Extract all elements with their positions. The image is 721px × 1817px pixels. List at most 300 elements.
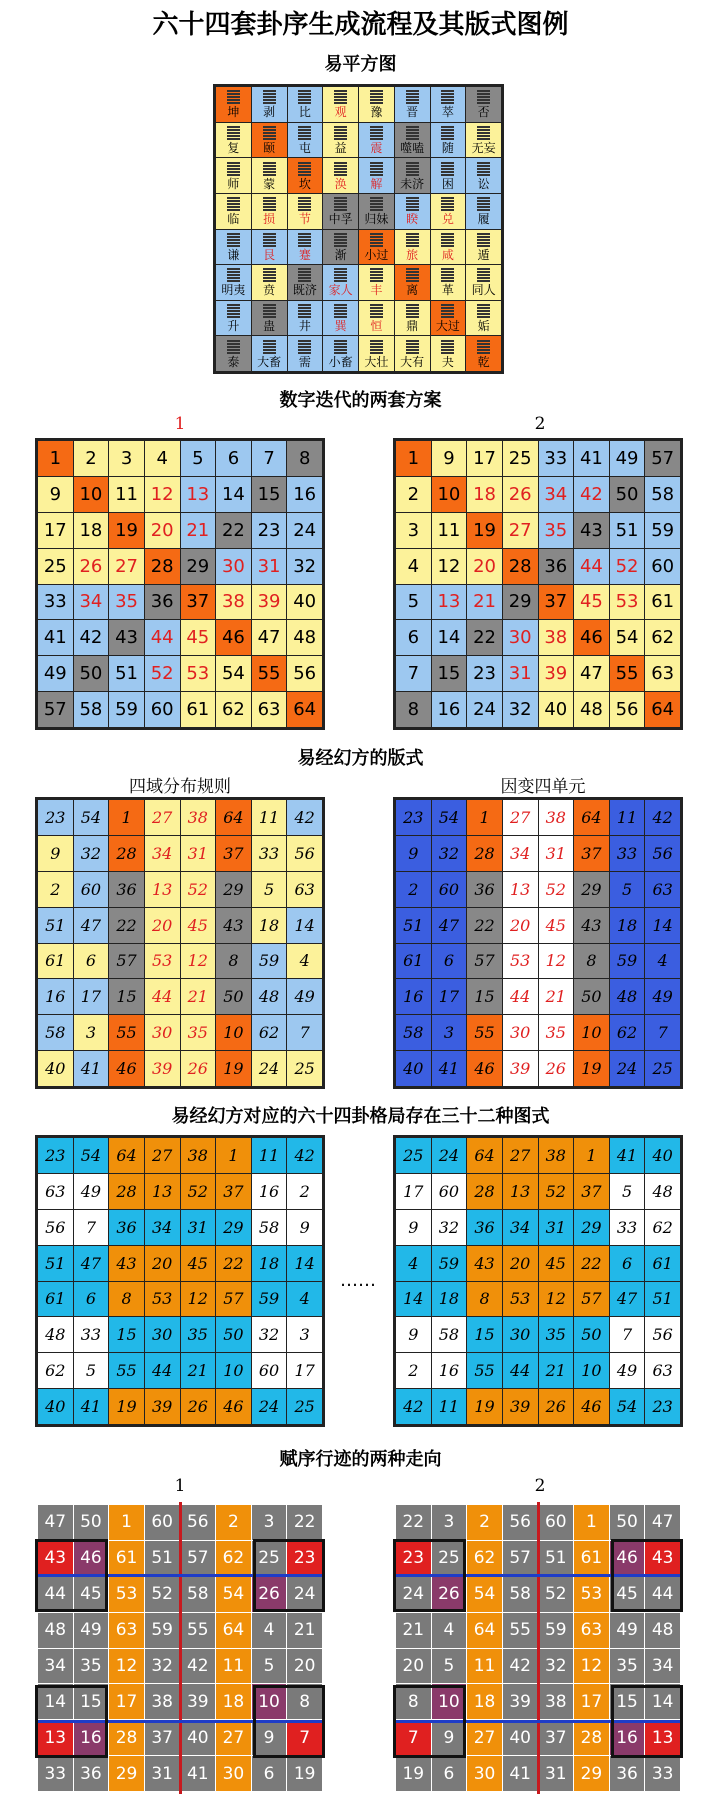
pattern-right-cell-5-1: 58 <box>432 1317 467 1352</box>
pattern-right-cell-7-4: 26 <box>539 1389 574 1424</box>
pattern-left-cell-6-4: 21 <box>181 1353 216 1388</box>
walk1-cell-3-4: 55 <box>181 1613 216 1648</box>
walk2-cell-0-0: 22 <box>396 1505 431 1540</box>
scheme2-cell-4-5: 45 <box>574 585 609 620</box>
walk1-cell-0-1: 50 <box>74 1505 109 1540</box>
walk1-cell-6-7: 7 <box>287 1720 322 1755</box>
walk2-cell-5-7: 14 <box>645 1684 680 1719</box>
pattern-right-cell-6-0: 2 <box>396 1353 431 1388</box>
scheme1-cell-4-5: 38 <box>216 585 251 620</box>
magic-a-cell-7-4: 26 <box>181 1051 216 1086</box>
pattern-left-cell-7-7: 25 <box>287 1389 322 1424</box>
magic-a-cell-3-4: 45 <box>181 908 216 943</box>
scheme1-cell-2-6: 23 <box>252 513 287 548</box>
scheme2-cell-6-7: 63 <box>645 656 680 691</box>
walk1-cell-5-4: 39 <box>181 1684 216 1719</box>
hexagram-name: 艮 <box>263 247 276 262</box>
hexagram-cell-1-7 <box>466 123 501 158</box>
hexagram-cell-4-6 <box>431 230 466 265</box>
scheme2-cell-4-3: 29 <box>503 585 538 620</box>
walk2-cell-5-6: 15 <box>610 1684 645 1719</box>
hexagram-symbol-icon <box>298 233 311 247</box>
hexagram-symbol-icon <box>370 197 383 211</box>
pattern-left-cell-1-0: 63 <box>38 1174 73 1209</box>
pattern-left-cell-3-4: 45 <box>181 1246 216 1281</box>
walk1-cell-4-0: 34 <box>38 1649 73 1684</box>
scheme2-cell-7-4: 40 <box>539 692 574 727</box>
scheme2-cell-7-1: 16 <box>432 692 467 727</box>
pattern-right-cell-5-2: 15 <box>467 1317 502 1352</box>
scheme1-cell-5-6: 47 <box>252 620 287 655</box>
hexagram-symbol-icon <box>477 126 490 140</box>
magic-b-cell-4-2: 57 <box>467 944 502 979</box>
hexagram-cell-1-2 <box>288 123 323 158</box>
scheme1-cell-4-6: 39 <box>252 585 287 620</box>
walk2-cell-5-4: 38 <box>539 1684 574 1719</box>
hexagram-cell-7-7 <box>466 336 501 371</box>
pattern-left-cell-6-7: 17 <box>287 1353 322 1388</box>
magic-b-cell-3-5: 43 <box>574 908 609 943</box>
scheme2-cell-2-3: 27 <box>503 513 538 548</box>
pattern-right-cell-1-0: 17 <box>396 1174 431 1209</box>
pattern-left-cell-3-0: 51 <box>38 1246 73 1281</box>
pattern-left-cell-3-7: 14 <box>287 1246 322 1281</box>
hexagram-symbol-icon <box>477 304 490 318</box>
magic-b-cell-1-5: 37 <box>574 836 609 871</box>
pattern32-title: 易经幻方对应的六十四卦格局存在三十二种图式 <box>171 1106 550 1127</box>
scheme1-cell-3-4: 29 <box>181 549 216 584</box>
scheme1-cell-2-0: 17 <box>38 513 73 548</box>
pattern-right-cell-1-5: 37 <box>574 1174 609 1209</box>
hexagram-symbol-icon <box>298 197 311 211</box>
hexagram-name: 无妄 <box>471 140 496 155</box>
scheme1-cell-1-1: 10 <box>74 477 109 512</box>
walk1-cell-2-1: 45 <box>74 1577 109 1612</box>
pattern-left-cell-0-3: 27 <box>145 1138 180 1173</box>
pattern-left-cell-2-6: 58 <box>252 1210 287 1245</box>
walk1-cell-1-6: 25 <box>252 1541 287 1576</box>
scheme2-cell-4-6: 53 <box>610 585 645 620</box>
pattern-right-cell-1-3: 13 <box>503 1174 538 1209</box>
magic-a-cell-1-3: 34 <box>145 836 180 871</box>
hexagram-symbol-icon <box>334 126 347 140</box>
pattern-left-cell-3-6: 18 <box>252 1246 287 1281</box>
scheme1-cell-3-0: 25 <box>38 549 73 584</box>
magic-a-cell-1-7: 56 <box>287 836 322 871</box>
walk2-cell-2-1: 26 <box>432 1577 467 1612</box>
hexagram-symbol-icon <box>477 90 490 104</box>
hexagram-cell-0-5 <box>395 87 430 122</box>
scheme2-cell-7-2: 24 <box>467 692 502 727</box>
scheme2-cell-3-5: 44 <box>574 549 609 584</box>
hexagram-symbol-icon <box>334 90 347 104</box>
hexagram-symbol-icon <box>406 233 419 247</box>
pattern-right-cell-0-1: 24 <box>432 1138 467 1173</box>
quad-frame <box>611 1539 684 1612</box>
scheme2-cell-0-3: 25 <box>503 441 538 476</box>
walk2-cell-7-4: 31 <box>539 1756 574 1791</box>
scheme2-cell-0-4: 33 <box>539 441 574 476</box>
pattern-right-cell-2-5: 29 <box>574 1210 609 1245</box>
walk2-cell-4-6: 35 <box>610 1649 645 1684</box>
hexagram-grid <box>213 84 504 374</box>
magic-b-cell-3-4: 45 <box>539 908 574 943</box>
walk2-cell-1-5: 61 <box>574 1541 609 1576</box>
pattern-right-cell-4-0: 14 <box>396 1282 431 1317</box>
hexagram-cell-4-4 <box>359 230 394 265</box>
walk2-cell-0-7: 47 <box>645 1505 680 1540</box>
scheme1-cell-5-2: 43 <box>109 620 144 655</box>
pattern-left-cell-5-2: 15 <box>109 1317 144 1352</box>
walk2-cell-4-5: 12 <box>574 1649 609 1684</box>
scheme2-cell-2-6: 51 <box>610 513 645 548</box>
scheme1-cell-5-1: 42 <box>74 620 109 655</box>
scheme2-cell-6-6: 55 <box>610 656 645 691</box>
hexagram-symbol-icon <box>370 162 383 176</box>
walk1-cell-0-2: 1 <box>109 1505 144 1540</box>
magic-b-cell-5-6: 48 <box>610 979 645 1014</box>
walk1-cell-6-2: 28 <box>109 1720 144 1755</box>
pattern-right-cell-7-7: 23 <box>645 1389 680 1424</box>
hexagram-cell-1-1 <box>252 123 287 158</box>
pattern-right-cell-6-3: 44 <box>503 1353 538 1388</box>
magic-b-cell-3-1: 47 <box>432 908 467 943</box>
hexagram-cell-6-0 <box>216 301 251 336</box>
scheme2-cell-4-2: 21 <box>467 585 502 620</box>
scheme1-cell-5-7: 48 <box>287 620 322 655</box>
hexagram-name: 剥 <box>263 105 276 120</box>
walk1-cell-4-5: 11 <box>216 1649 251 1684</box>
scheme1-cell-2-1: 18 <box>74 513 109 548</box>
pattern-right-cell-0-3: 27 <box>503 1138 538 1173</box>
walk2-cell-6-6: 16 <box>610 1720 645 1755</box>
walk1-cell-4-1: 35 <box>74 1649 109 1684</box>
hexagram-symbol-icon <box>263 90 276 104</box>
scheme1-cell-2-7: 24 <box>287 513 322 548</box>
walk2-cell-6-0: 7 <box>396 1720 431 1755</box>
scheme1-cell-3-2: 27 <box>109 549 144 584</box>
walk1-cell-3-0: 48 <box>38 1613 73 1648</box>
walk1-cell-1-5: 62 <box>216 1541 251 1576</box>
scheme2-cell-2-5: 43 <box>574 513 609 548</box>
hexagram-name: 小过 <box>364 247 389 262</box>
hexagram-name: 兑 <box>441 212 454 227</box>
hexagram-symbol-icon <box>334 197 347 211</box>
hexagram-name: 明夷 <box>221 283 246 298</box>
walk2-cell-1-4: 51 <box>539 1541 574 1576</box>
pattern-right-cell-7-2: 19 <box>467 1389 502 1424</box>
hexagram-name: 节 <box>298 212 311 227</box>
hexagram-symbol-icon <box>298 162 311 176</box>
scheme1-cell-2-5: 22 <box>216 513 251 548</box>
magic-a-cell-0-4: 38 <box>181 800 216 835</box>
scheme2-cell-1-1: 10 <box>432 477 467 512</box>
magic-a-cell-7-5: 19 <box>216 1051 251 1086</box>
walk2-cell-3-3: 55 <box>503 1613 538 1648</box>
magic-a-cell-6-3: 30 <box>145 1015 180 1050</box>
magic-a-cell-6-5: 10 <box>216 1015 251 1050</box>
hexagram-symbol-icon <box>477 340 490 354</box>
magic-a-cell-0-7: 42 <box>287 800 322 835</box>
scheme2-cell-3-0: 4 <box>396 549 431 584</box>
scheme1-cell-6-7: 56 <box>287 656 322 691</box>
magic-a-cell-2-1: 60 <box>74 872 109 907</box>
scheme2-cell-5-0: 6 <box>396 620 431 655</box>
scheme1-cell-4-2: 35 <box>109 585 144 620</box>
scheme2-cell-3-1: 12 <box>432 549 467 584</box>
scheme1-cell-1-7: 16 <box>287 477 322 512</box>
hexagram-name: 恒 <box>370 319 383 334</box>
hexagram-symbol-icon <box>370 304 383 318</box>
hexagram-cell-2-1 <box>252 158 287 193</box>
scheme2-cell-3-6: 52 <box>610 549 645 584</box>
hexagram-cell-4-0 <box>216 230 251 265</box>
scheme2-cell-7-7: 64 <box>645 692 680 727</box>
pattern-right-cell-4-2: 8 <box>467 1282 502 1317</box>
pattern-right-cell-3-3: 20 <box>503 1246 538 1281</box>
magic-a-cell-4-1: 6 <box>74 944 109 979</box>
walk1-cell-0-4: 56 <box>181 1505 216 1540</box>
pattern-left-cell-2-5: 29 <box>216 1210 251 1245</box>
magic-b-cell-4-5: 8 <box>574 944 609 979</box>
scheme1-cell-4-4: 37 <box>181 585 216 620</box>
magic-b-cell-5-1: 17 <box>432 979 467 1014</box>
hexagram-symbol-icon <box>406 268 419 282</box>
pattern-right-cell-0-6: 41 <box>610 1138 645 1173</box>
walk2-cell-6-2: 27 <box>467 1720 502 1755</box>
pattern-right-cell-4-7: 51 <box>645 1282 680 1317</box>
magic-a-cell-1-2: 28 <box>109 836 144 871</box>
pattern-left-cell-6-3: 44 <box>145 1353 180 1388</box>
hexagram-symbol-icon <box>406 90 419 104</box>
pattern-right-cell-2-2: 36 <box>467 1210 502 1245</box>
scheme1-cell-5-3: 44 <box>145 620 180 655</box>
hexagram-cell-7-3 <box>323 336 358 371</box>
scheme2-cell-2-7: 59 <box>645 513 680 548</box>
hexagram-cell-1-6 <box>431 123 466 158</box>
magic-a-cell-4-5: 8 <box>216 944 251 979</box>
magic-a-cell-3-1: 47 <box>74 908 109 943</box>
magic-a-cell-6-1: 3 <box>74 1015 109 1050</box>
walk1-cell-7-7: 19 <box>287 1756 322 1791</box>
quad-frame <box>393 1539 466 1612</box>
hexagram-symbol-icon <box>441 90 454 104</box>
walk1-cell-2-3: 52 <box>145 1577 180 1612</box>
pattern-right-cell-2-3: 34 <box>503 1210 538 1245</box>
hexagram-cell-6-3 <box>323 301 358 336</box>
pattern-right-cell-6-2: 55 <box>467 1353 502 1388</box>
hexagram-symbol-icon <box>334 233 347 247</box>
hexagram-symbol-icon <box>370 90 383 104</box>
magic-a-cell-3-6: 18 <box>252 908 287 943</box>
hexagram-cell-6-2 <box>288 301 323 336</box>
scheme2-cell-0-6: 49 <box>610 441 645 476</box>
scheme1-cell-0-7: 8 <box>287 441 322 476</box>
scheme1-cell-7-1: 58 <box>74 692 109 727</box>
dir1-label: 1 <box>174 1476 186 1496</box>
walk2-cell-5-0: 8 <box>396 1684 431 1719</box>
scheme1-label: 1 <box>174 414 186 434</box>
magic-a-cell-4-0: 61 <box>38 944 73 979</box>
hexagram-name: 坎 <box>298 176 311 191</box>
magic-b-cell-0-6: 11 <box>610 800 645 835</box>
hexagram-cell-1-5 <box>395 123 430 158</box>
pattern-left-cell-7-2: 19 <box>109 1389 144 1424</box>
walk1-cell-4-7: 20 <box>287 1649 322 1684</box>
scheme1-cell-6-0: 49 <box>38 656 73 691</box>
pattern-left-cell-5-5: 50 <box>216 1317 251 1352</box>
walk2-cell-4-0: 20 <box>396 1649 431 1684</box>
pattern-right-cell-7-1: 11 <box>432 1389 467 1424</box>
hexagram-name: 涣 <box>334 176 347 191</box>
magic-a-cell-4-6: 59 <box>252 944 287 979</box>
magic-a-cell-6-2: 55 <box>109 1015 144 1050</box>
hexagram-symbol-icon <box>263 340 276 354</box>
pattern-left-cell-2-1: 7 <box>74 1210 109 1245</box>
pattern-left-cell-4-1: 6 <box>74 1282 109 1317</box>
walk2-cell-3-6: 49 <box>610 1613 645 1648</box>
hexagram-symbol-icon <box>227 90 240 104</box>
pattern-left-cell-4-0: 61 <box>38 1282 73 1317</box>
scheme1-cell-2-4: 21 <box>181 513 216 548</box>
magic-a-cell-3-2: 22 <box>109 908 144 943</box>
pattern-left-cell-4-2: 8 <box>109 1282 144 1317</box>
hexagram-name: 颐 <box>263 140 276 155</box>
hexagram-name: 小畜 <box>328 354 353 369</box>
walk1-cell-6-5: 27 <box>216 1720 251 1755</box>
magic-a-cell-1-4: 31 <box>181 836 216 871</box>
scheme2-cell-1-5: 42 <box>574 477 609 512</box>
magic-b-cell-0-4: 38 <box>539 800 574 835</box>
scheme1-cell-1-4: 13 <box>181 477 216 512</box>
hexagram-name: 既济 <box>292 283 317 298</box>
walk2-cell-3-7: 48 <box>645 1613 680 1648</box>
hexagram-symbol-icon <box>406 340 419 354</box>
walk2-cell-4-4: 32 <box>539 1649 574 1684</box>
magic-b-cell-4-0: 61 <box>396 944 431 979</box>
magic-a-cell-4-7: 4 <box>287 944 322 979</box>
hexagram-name: 震 <box>370 140 383 155</box>
pattern-left-cell-6-6: 60 <box>252 1353 287 1388</box>
pattern-right-cell-5-3: 30 <box>503 1317 538 1352</box>
hexagram-symbol-icon <box>298 90 311 104</box>
magic-b-cell-2-0: 2 <box>396 872 431 907</box>
pattern-left-cell-3-5: 22 <box>216 1246 251 1281</box>
magic-a-cell-7-2: 46 <box>109 1051 144 1086</box>
magic-a-cell-0-2: 1 <box>109 800 144 835</box>
magic-square-fourdomain <box>35 797 325 1089</box>
magic-a-cell-4-4: 12 <box>181 944 216 979</box>
scheme2-cell-3-7: 60 <box>645 549 680 584</box>
scheme2-cell-0-5: 41 <box>574 441 609 476</box>
magic-b-cell-0-0: 23 <box>396 800 431 835</box>
walk1-cell-5-1: 15 <box>74 1684 109 1719</box>
hexagram-name: 萃 <box>441 105 454 120</box>
magic-a-cell-6-4: 35 <box>181 1015 216 1050</box>
magic-b-cell-4-7: 4 <box>645 944 680 979</box>
hexagram-name: 困 <box>441 176 454 191</box>
scheme1-cell-5-0: 41 <box>38 620 73 655</box>
walk2-cell-3-2: 64 <box>467 1613 502 1648</box>
walk2-cell-6-3: 40 <box>503 1720 538 1755</box>
scheme1-cell-2-2: 19 <box>109 513 144 548</box>
pattern-right-cell-3-7: 61 <box>645 1246 680 1281</box>
hexagram-symbol-icon <box>227 126 240 140</box>
walk2-cell-1-1: 25 <box>432 1541 467 1576</box>
magic-a-cell-2-4: 52 <box>181 872 216 907</box>
pattern-left-cell-3-2: 43 <box>109 1246 144 1281</box>
walk1-cell-2-0: 44 <box>38 1577 73 1612</box>
pattern-right-cell-3-4: 45 <box>539 1246 574 1281</box>
pattern-left-cell-7-5: 46 <box>216 1389 251 1424</box>
magic-b-cell-1-6: 33 <box>610 836 645 871</box>
walk1-cell-0-6: 3 <box>252 1505 287 1540</box>
hexagram-symbol-icon <box>298 340 311 354</box>
pattern-left-grid <box>35 1135 325 1427</box>
magic-b-cell-4-1: 6 <box>432 944 467 979</box>
hexagram-cell-7-5 <box>395 336 430 371</box>
hexagram-name: 坤 <box>227 105 240 120</box>
hexagram-cell-5-5 <box>395 265 430 300</box>
hexagram-cell-2-0 <box>216 158 251 193</box>
magic-a-cell-3-7: 14 <box>287 908 322 943</box>
magic-b-cell-2-1: 60 <box>432 872 467 907</box>
hexagram-name: 比 <box>298 105 311 120</box>
scheme2-cell-3-4: 36 <box>539 549 574 584</box>
pattern-left-cell-0-4: 38 <box>181 1138 216 1173</box>
scheme2-label: 2 <box>534 414 546 434</box>
hexagram-cell-3-0 <box>216 194 251 229</box>
walk1-cell-6-1: 16 <box>74 1720 109 1755</box>
magic-b-cell-0-2: 1 <box>467 800 502 835</box>
magic-a-cell-7-6: 24 <box>252 1051 287 1086</box>
pattern-right-grid <box>393 1135 683 1427</box>
scheme1-cell-3-5: 30 <box>216 549 251 584</box>
hexagram-symbol-icon <box>406 197 419 211</box>
pattern-right-cell-6-1: 16 <box>432 1353 467 1388</box>
magic-a-cell-4-2: 57 <box>109 944 144 979</box>
hexagram-cell-7-4 <box>359 336 394 371</box>
hexagram-cell-3-5 <box>395 194 430 229</box>
hexagram-name: 损 <box>263 212 276 227</box>
walk2-cell-3-5: 63 <box>574 1613 609 1648</box>
magic-a-cell-5-6: 48 <box>252 979 287 1014</box>
magic-a-cell-0-6: 11 <box>252 800 287 835</box>
pattern-right-cell-4-6: 47 <box>610 1282 645 1317</box>
scheme2-cell-3-3: 28 <box>503 549 538 584</box>
hexagram-cell-4-7 <box>466 230 501 265</box>
scheme2-cell-6-0: 7 <box>396 656 431 691</box>
walk2-cell-0-6: 50 <box>610 1505 645 1540</box>
hexagram-symbol-icon <box>477 268 490 282</box>
hexagram-cell-7-0 <box>216 336 251 371</box>
scheme2-cell-0-0: 1 <box>396 441 431 476</box>
hexagram-name: 咸 <box>441 247 454 262</box>
magic-b-cell-1-3: 34 <box>503 836 538 871</box>
magic-b-cell-1-1: 32 <box>432 836 467 871</box>
magic-b-cell-7-2: 46 <box>467 1051 502 1086</box>
pattern-left-cell-5-7: 3 <box>287 1317 322 1352</box>
walk1-cell-0-3: 60 <box>145 1505 180 1540</box>
magic-b-cell-7-3: 39 <box>503 1051 538 1086</box>
pattern-left-cell-1-2: 28 <box>109 1174 144 1209</box>
scheme1-cell-5-4: 45 <box>181 620 216 655</box>
magic-a-cell-5-1: 17 <box>74 979 109 1014</box>
scheme1-cell-4-7: 40 <box>287 585 322 620</box>
magic-a-cell-5-7: 49 <box>287 979 322 1014</box>
walk2-cell-6-7: 13 <box>645 1720 680 1755</box>
walk1-cell-6-6: 9 <box>252 1720 287 1755</box>
